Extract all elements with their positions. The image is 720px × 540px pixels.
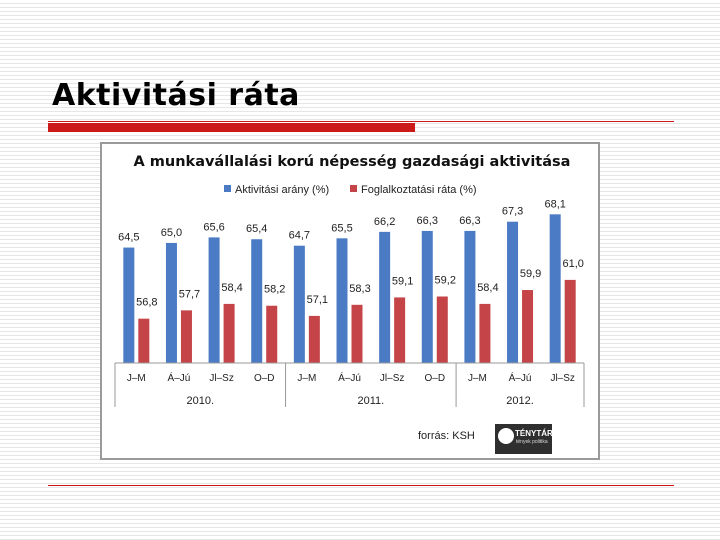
title-accent-bar [48, 123, 415, 132]
tenytar-logo [495, 424, 553, 454]
year-label-2: 2012. [506, 395, 534, 407]
value-label-employment-6: 59,1 [391, 275, 414, 288]
value-label-activity-3: 65,4 [246, 223, 268, 236]
category-label-7: O–D [424, 373, 446, 384]
value-label-employment-3: 58,2 [264, 283, 286, 296]
bar-employment-2 [224, 304, 235, 363]
source-label: forrás: KSH [418, 430, 475, 442]
value-label-activity-8: 66,3 [459, 214, 481, 227]
value-label-employment-5: 58,3 [349, 282, 371, 295]
category-label-5: Á–Jú [338, 373, 361, 384]
category-label-10: Jl–Sz [550, 373, 575, 384]
bar-employment-9 [522, 290, 533, 363]
logo-subtitle: tények politika [516, 439, 548, 445]
bar-employment-0 [138, 319, 149, 363]
legend-swatch-employment [350, 185, 357, 192]
value-label-activity-2: 65,6 [203, 221, 225, 234]
bar-activity-7 [422, 231, 433, 363]
value-label-activity-4: 64,7 [288, 229, 311, 242]
legend-label-employment: Foglalkoztatási ráta (%) [361, 184, 477, 196]
slide-title: Aktivitási ráta [52, 78, 300, 113]
chart-svg [102, 144, 598, 458]
category-label-4: J–M [297, 373, 317, 384]
category-label-8: J–M [467, 373, 487, 384]
value-label-employment-1: 57,7 [178, 288, 201, 301]
bar-activity-2 [209, 237, 220, 363]
bar-employment-7 [437, 297, 448, 363]
year-label-0: 2010. [186, 395, 215, 407]
category-label-6: Jl–Sz [379, 373, 405, 384]
bar-employment-6 [394, 297, 405, 363]
value-label-employment-8: 58,4 [477, 281, 499, 294]
bar-activity-6 [379, 232, 390, 363]
logo-circle [498, 428, 514, 444]
bar-activity-10 [550, 214, 561, 363]
value-label-activity-10: 68,1 [544, 198, 566, 211]
bar-employment-3 [266, 306, 277, 363]
legend [224, 184, 477, 196]
chart-title: A munkavállalási korú népesség gazdasági aktivitása [133, 154, 571, 170]
bar-employment-8 [479, 304, 490, 363]
bar-activity-1 [166, 243, 177, 363]
bar-activity-3 [251, 239, 262, 363]
bar-employment-1 [181, 310, 192, 363]
bar-employment-4 [309, 316, 320, 363]
value-label-employment-2: 58,4 [221, 281, 243, 294]
chart-frame [100, 142, 600, 460]
bar-activity-4 [294, 246, 305, 363]
bar-activity-9 [507, 222, 518, 363]
value-label-employment-9: 59,9 [519, 268, 542, 281]
value-label-activity-1: 65,0 [160, 226, 183, 239]
x-axis [115, 363, 584, 407]
bar-activity-5 [337, 238, 348, 363]
value-label-employment-4: 57,1 [306, 293, 329, 306]
legend-label-activity: Aktivitási arány (%) [235, 184, 330, 196]
bar-employment-5 [352, 305, 363, 363]
bar-activity-8 [464, 231, 475, 363]
value-label-activity-0: 64,5 [118, 231, 140, 244]
title-rule [48, 121, 674, 122]
category-label-3: O–D [253, 373, 275, 384]
category-label-1: Á–Jú [167, 373, 191, 384]
logo-name: TÉNYTÁR [515, 429, 553, 438]
value-label-activity-5: 65,5 [331, 222, 353, 235]
category-label-0: J–M [126, 373, 146, 384]
value-label-activity-7: 66,3 [416, 214, 438, 227]
bottom-rule [48, 485, 674, 486]
bar-employment-10 [565, 280, 576, 363]
bar-activity-0 [123, 248, 134, 363]
value-label-employment-10: 61,0 [562, 257, 584, 270]
value-label-activity-6: 66,2 [373, 215, 396, 228]
year-label-1: 2011. [357, 395, 385, 407]
value-label-activity-9: 67,3 [501, 205, 524, 218]
category-label-9: Á–Jú [508, 373, 532, 384]
category-label-2: Jl–Sz [209, 373, 234, 384]
value-label-employment-7: 59,2 [434, 274, 456, 287]
legend-swatch-activity [224, 185, 231, 192]
value-label-employment-0: 56,8 [136, 296, 158, 309]
